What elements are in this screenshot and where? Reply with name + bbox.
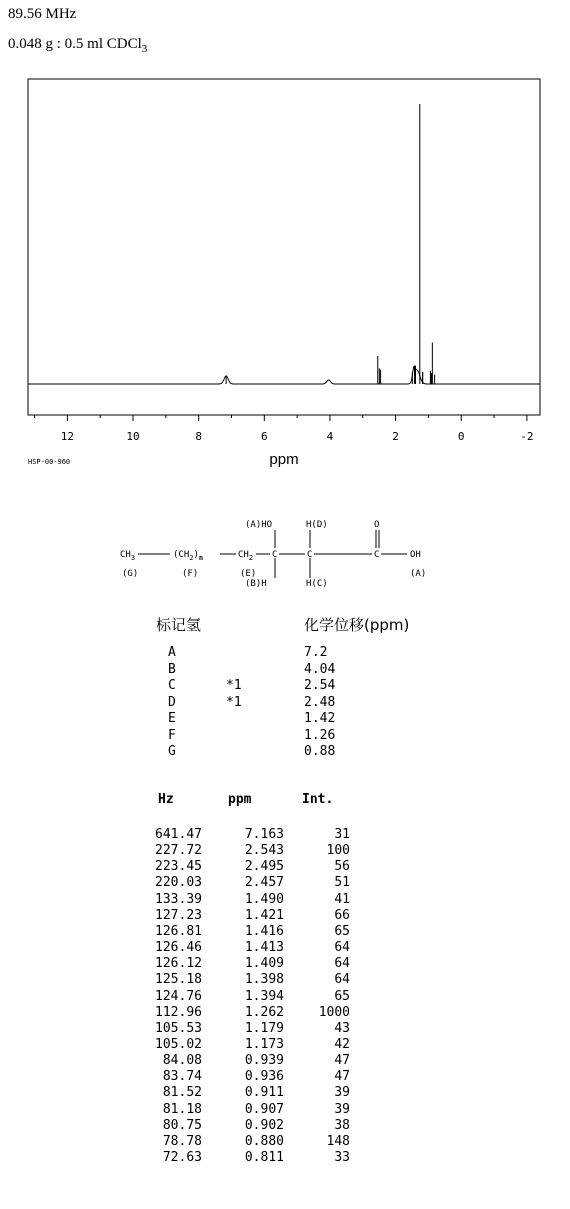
peak-ppm: 0.939: [244, 1053, 284, 1069]
peak-int: 65: [334, 923, 350, 939]
peak-row: [0, 1069, 570, 1085]
peak-ppm: 1.173: [244, 1036, 284, 1052]
peak-header-int: Int.: [302, 792, 334, 807]
x-axis-ticks: [35, 415, 527, 421]
peak-ppm: 7.163: [244, 827, 284, 842]
peak-hz: 81.18: [162, 1101, 202, 1117]
peak-int: 66: [334, 907, 350, 923]
peak-hz: 223.45: [155, 859, 202, 875]
peak-ppm: 0.902: [244, 1117, 284, 1133]
peak-int: 38: [334, 1117, 350, 1133]
assignment-shift: 1.26: [304, 727, 336, 743]
struct-label-h-c: H(C): [306, 579, 328, 589]
x-tick-label: 2: [392, 430, 399, 443]
peak-ppm: 1.416: [244, 923, 284, 939]
peak-int: 100: [326, 843, 350, 859]
peak-int: 43: [334, 1020, 350, 1036]
peak-int: 1000: [318, 1004, 350, 1020]
peak-ppm: 2.543: [244, 843, 284, 859]
plot-frame: [28, 79, 540, 415]
peak-row: [0, 972, 570, 988]
sample-subscript: 3: [141, 43, 148, 55]
assignment-row: [0, 744, 570, 761]
x-axis-tick-labels: [61, 430, 534, 443]
peak-hz: 112.96: [155, 1004, 202, 1020]
peak-row: [0, 940, 570, 956]
assignment-shift: 2.54: [304, 678, 336, 693]
peak-hz: 84.08: [162, 1053, 202, 1069]
struct-ch2: $CH_2$: [238, 550, 254, 562]
peak-row: [0, 1102, 570, 1118]
peak-header-hz: Hz: [158, 792, 174, 807]
peak-ppm: 1.490: [244, 891, 284, 907]
peak-row: [0, 859, 570, 875]
assignment-header-shift: 化学位移(ppm): [304, 616, 410, 634]
peak-ppm: 0.911: [244, 1085, 284, 1101]
struct-label-e: (E): [240, 569, 257, 579]
peak-int: 31: [334, 827, 350, 842]
assignment-label: F: [168, 727, 176, 743]
peak-int: 51: [334, 875, 350, 891]
struct-c2: C: [307, 550, 313, 560]
peak-row: [0, 1150, 570, 1166]
x-tick-label: 8: [195, 430, 202, 443]
struct-label-a-ho: (A)HO: [245, 520, 273, 530]
peak-row: [0, 875, 570, 891]
peak-ppm: 2.495: [244, 859, 284, 875]
peak-row: [0, 892, 570, 908]
peak-ppm: 0.936: [244, 1069, 284, 1085]
struct-label-f: (F): [182, 569, 199, 579]
spectrum-peaks: [226, 104, 434, 384]
peak-int: 39: [334, 1085, 350, 1101]
peak-ppm: 2.457: [244, 875, 284, 891]
sample-text: 0.048 g : 0.5 ml CDCl: [8, 36, 142, 52]
nmr-spectrum-chart: [0, 0, 570, 470]
peak-int: 47: [334, 1069, 350, 1085]
peak-hz: 126.46: [155, 940, 202, 956]
peak-ppm: 0.907: [244, 1101, 284, 1117]
assignment-label: C: [168, 678, 176, 693]
assignment-label: D: [168, 694, 176, 710]
assignment-shift: 2.48: [304, 694, 336, 710]
peak-row: [0, 908, 570, 924]
peak-ppm: 1.413: [244, 940, 284, 956]
x-tick-label: -2: [520, 430, 534, 443]
peak-row: [0, 1085, 570, 1101]
peak-row: [0, 843, 570, 859]
assignment-label: B: [168, 661, 176, 677]
peak-ppm: 1.179: [244, 1020, 284, 1036]
peak-ppm: 0.880: [244, 1133, 284, 1149]
assignment-row: [0, 728, 570, 745]
peak-header-ppm: ppm: [228, 792, 252, 807]
assignment-shift: 1.42: [304, 711, 336, 726]
peak-ppm: 1.394: [244, 988, 284, 1004]
peak-hz: 124.76: [155, 988, 202, 1004]
assignment-row: [0, 695, 570, 712]
assignment-row: [0, 645, 570, 662]
peak-hz: 105.02: [155, 1036, 202, 1052]
peak-hz: 220.03: [155, 875, 202, 891]
peak-int: 33: [334, 1150, 350, 1165]
peak-int: 148: [326, 1133, 350, 1149]
assignment-label: A: [168, 645, 176, 660]
struct-oh: OH: [410, 550, 421, 560]
peak-hz: 641.47: [155, 827, 202, 842]
spectrum-code: HSP-00-960: [28, 458, 71, 466]
x-axis-label: ppm: [269, 451, 299, 468]
peak-row: [0, 989, 570, 1005]
assignment-note: *1: [226, 678, 242, 693]
peak-int: 41: [334, 891, 350, 907]
peak-int: 39: [334, 1101, 350, 1117]
peak-int: 65: [334, 988, 350, 1004]
struct-label-a: (A): [410, 569, 427, 579]
struct-label-h-d: H(D): [306, 520, 328, 530]
peak-ppm: 1.398: [244, 972, 284, 988]
struct-label-b-h: (B)H: [245, 579, 267, 589]
peak-hz: 227.72: [155, 843, 202, 859]
x-tick-label: 12: [60, 430, 75, 443]
peak-hz: 133.39: [155, 891, 202, 907]
assignment-row: [0, 678, 570, 695]
assignment-shift: 4.04: [304, 661, 336, 677]
peak-row: [0, 956, 570, 972]
x-tick-label: 10: [126, 430, 140, 443]
peak-int: 56: [334, 859, 350, 875]
assignment-header-label: 标记氢: [156, 616, 202, 634]
peak-row: [0, 1134, 570, 1150]
struct-c1: C: [272, 550, 278, 560]
peak-int: 64: [334, 972, 350, 988]
x-tick-label: 0: [457, 430, 465, 443]
peak-ppm: 0.811: [244, 1150, 284, 1165]
peak-hz: 78.78: [162, 1133, 202, 1149]
struct-label-g: (G): [122, 569, 139, 579]
assignment-note: *1: [226, 694, 242, 710]
spectrum-trace: [28, 366, 540, 384]
peak-row: [0, 1053, 570, 1069]
peak-hz: 83.74: [162, 1069, 202, 1085]
peak-hz: 127.23: [155, 907, 202, 923]
structure-diagram: [110, 510, 450, 595]
assignment-shift: 0.88: [304, 744, 336, 759]
peak-hz: 80.75: [162, 1117, 202, 1133]
peak-row: [0, 1005, 570, 1021]
struct-ch3: $CH_3$: [120, 550, 136, 562]
struct-ch2n: $(CH_2)_n$: [173, 550, 204, 562]
peak-hz: 125.18: [155, 972, 202, 988]
assignment-shift: 7.2: [304, 645, 328, 660]
peak-hz: 81.52: [162, 1085, 202, 1101]
peak-ppm: 1.421: [244, 907, 284, 923]
peak-int: 64: [334, 956, 350, 972]
peak-row: [0, 827, 570, 843]
struct-c3: C: [374, 550, 380, 560]
assignment-row: [0, 662, 570, 679]
peak-int: 42: [334, 1036, 350, 1052]
peak-row: [0, 1021, 570, 1037]
peak-hz: 105.53: [155, 1020, 202, 1036]
frequency-label: 89.56 MHz: [8, 6, 77, 22]
peak-row: [0, 924, 570, 940]
peak-int: 64: [334, 940, 350, 956]
assignment-label: E: [168, 711, 176, 726]
peak-ppm: 1.409: [244, 956, 284, 972]
peak-hz: 126.12: [155, 956, 202, 972]
struct-label-o: O: [374, 520, 380, 530]
x-tick-label: 6: [260, 430, 268, 443]
assignment-label: G: [168, 744, 176, 759]
peak-row: [0, 1037, 570, 1053]
peak-hz: 72.63: [162, 1150, 202, 1165]
peak-row: [0, 1118, 570, 1134]
assignment-row: [0, 711, 570, 728]
peak-ppm: 1.262: [244, 1004, 284, 1020]
peak-hz: 126.81: [155, 923, 202, 939]
peak-int: 47: [334, 1053, 350, 1069]
x-tick-label: 4: [326, 430, 334, 443]
